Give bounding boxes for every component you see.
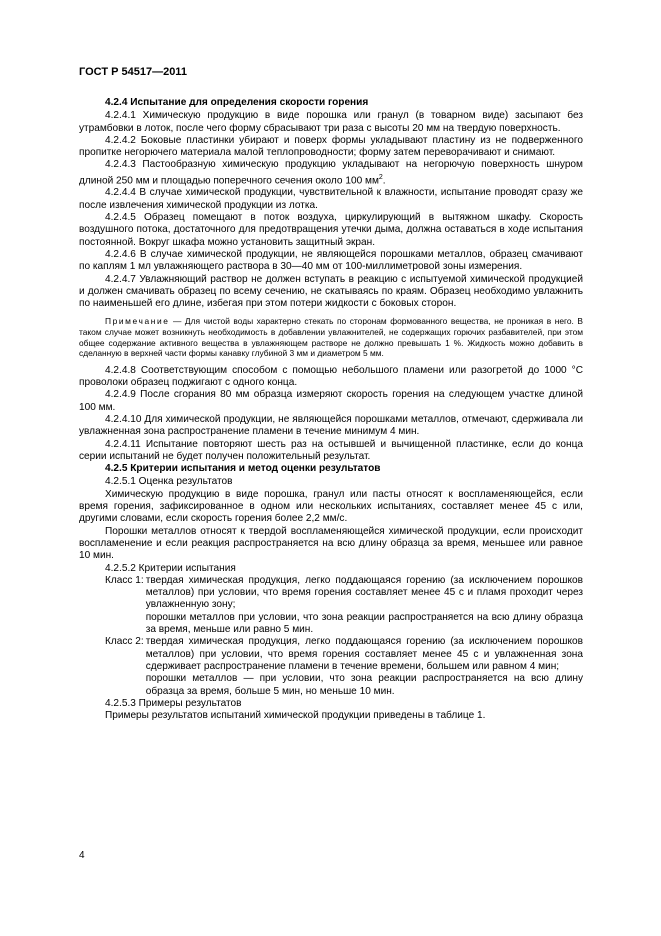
subsection-title-4-2-5-1: 4.2.5.1 Оценка результатов (105, 476, 233, 488)
section-heading-4-2-4: 4.2.4 Испытание для определения скорости горения (105, 97, 369, 108)
superscript: 2 (378, 173, 383, 181)
document-body (79, 97, 583, 722)
note (79, 316, 583, 358)
paragraph-4-2-4-4: 4.2.4.4 В случае химической продукции, чувствительной к влажности, испытание проводят сразу же после извлечения химической продукции из лотка. (79, 187, 583, 211)
class-1-criteria (105, 575, 583, 636)
paragraph-4-2-5-1-b: Порошки металлов относят к твердой воспламеняющейся химической продукции, если происходит воспламенение и если реакция распространяется на всю длину образца за время, меньшее или равное 10 мин. (79, 525, 583, 562)
class-2-text (146, 636, 583, 697)
note-text: — Для чистой воды характерно стекать по сторонам формованного вещества, не проникая в него. В таком случае может возникнуть необходимость в добавлении увлажнителей, не содержащих горючих разбавителей, при этом общее содержание активного вещества в увлажняющем растворе не должно превышать 1 %. Жидкость можно добавить в сделанную в верхней части формы канавку глубиной 3 мм и диаметром 5 мм. (79, 316, 583, 359)
page-number: 4 (79, 850, 85, 861)
paragraph-4-2-5-3: Примеры результатов испытаний химической продукции приведены в таблице 1. (105, 710, 486, 722)
paragraph-4-2-4-3 (79, 159, 583, 187)
subsection-title-4-2-5-2: 4.2.5.2 Критерии испытания (105, 562, 236, 574)
class-1-text (146, 575, 583, 636)
class-2-item-a: твердая химическая продукция, легко поддающаяся горению (за исключением порошков металлов) при условии, что время горения составляет менее 45 с и увлажненная зона сдерживает распространение пламени в течение времени, большем или равном 4 мин; (145, 636, 583, 672)
class-1-item-a: твердая химическая продукция, легко поддающаяся горению (за исключением порошков металлов) при условии, что время горения составляет менее 45 с и пламя проходит через увлажненную зону; (145, 574, 583, 611)
class-2-label: Класс 2: (105, 636, 144, 648)
paragraph-4-2-4-6: 4.2.4.6 В случае химической продукции, не являющейся порошками металлов, образец смачивают по каплям 1 мл увлажняющего раствора в 30—40 мм от 100-миллиметровой зоны измерения. (79, 248, 583, 273)
paragraph-4-2-4-11: 4.2.4.11 Испытание повторяют шесть раз на остывшей и вычищенной пластинке, если до конца серии испытаний не будет получен положительный результат. (79, 438, 583, 462)
paragraph-4-2-4-8: 4.2.4.8 Соответствующим способом с помощью небольшого пламени или разогретой до 1000 °С проволоки образец поджигают с одного конца. (79, 364, 583, 389)
class-1-item-b: порошки металлов при условии, что зона реакции распространяется на всю длину образца за время, меньше или равно 5 мин. (145, 611, 583, 636)
paragraph-4-2-4-10: 4.2.4.10 Для химической продукции, не являющейся порошками металлов, отмечают, сдерживала ли увлажненная зона распространение пламени в течение минимум 4 мин. (79, 413, 583, 438)
paragraph-4-2-4-3-end: . (382, 175, 386, 187)
subsection-title-4-2-5-3: 4.2.5.3 Примеры результатов (105, 697, 242, 709)
paragraph-4-2-4-5: 4.2.4.5 Образец помещают в поток воздуха, циркулирующий в вытяжном шкафу. Скорость воздушного потока, достаточного для предотвращения утечки дыма, должна оставаться в ходе испытания постоянной. Вокруг шкафа можно установить защитный экран. (79, 212, 583, 248)
section-heading-4-2-5: 4.2.5 Критерии испытания и метод оценки результатов (105, 463, 381, 475)
class-1-label: Класс 1: (105, 574, 144, 586)
paragraph-4-2-4-2: 4.2.4.2 Боковые пластинки убирают и поверх формы укладывают пластину из не подверженного пропитке негорючего материала малой теплопроводности; форму затем переворачивают и снимают. (79, 134, 583, 159)
paragraph-4-2-4-3-text: 4.2.4.3 Пастообразную химическую продукцию укладывают на негорючую поверхность шнуром длиной 250 мм и площадью поперечного сечения около 100 мм (79, 159, 583, 187)
paragraph-4-2-4-9: 4.2.4.9 После сгорания 80 мм образца измеряют скорость горения на следующем участке длиной 100 мм. (79, 389, 583, 413)
class-2-criteria (105, 636, 583, 697)
note-label: Примечание (105, 316, 170, 327)
class-2-item-b: порошки металлов — при условии, что зона реакции распространяется на всю длину образца за время, больше 5 мин, но меньше 10 мин. (145, 673, 583, 697)
document-header: ГОСТ Р 54517—2011 (79, 66, 187, 78)
paragraph-4-2-5-1-a: Химическую продукцию в виде порошка, гранул или пасты относят к воспламеняющейся, если время горения, зафиксированное в одном или нескольких испытаниях, составляет менее 45 с или, другими словами, если скорость горения более 2,2 мм/с. (79, 488, 583, 525)
paragraph-4-2-4-7: 4.2.4.7 Увлажняющий раствор не должен вступать в реакцию с испытуемой химической продукцией и должен смачивать образец по всему сечению, не скатываясь по краям. Образец необходимо увлажнить по наименьшей его длине, избегая при этом потери жидкости с боковых сторон. (79, 273, 583, 310)
paragraph-4-2-4-1: 4.2.4.1 Химическую продукцию в виде порошка или гранул (в товарном виде) засыпают без утрамбовки в лоток, после чего форму сбрасывают три раза с высоты 20 мм на твердую поверхность. (79, 110, 583, 134)
